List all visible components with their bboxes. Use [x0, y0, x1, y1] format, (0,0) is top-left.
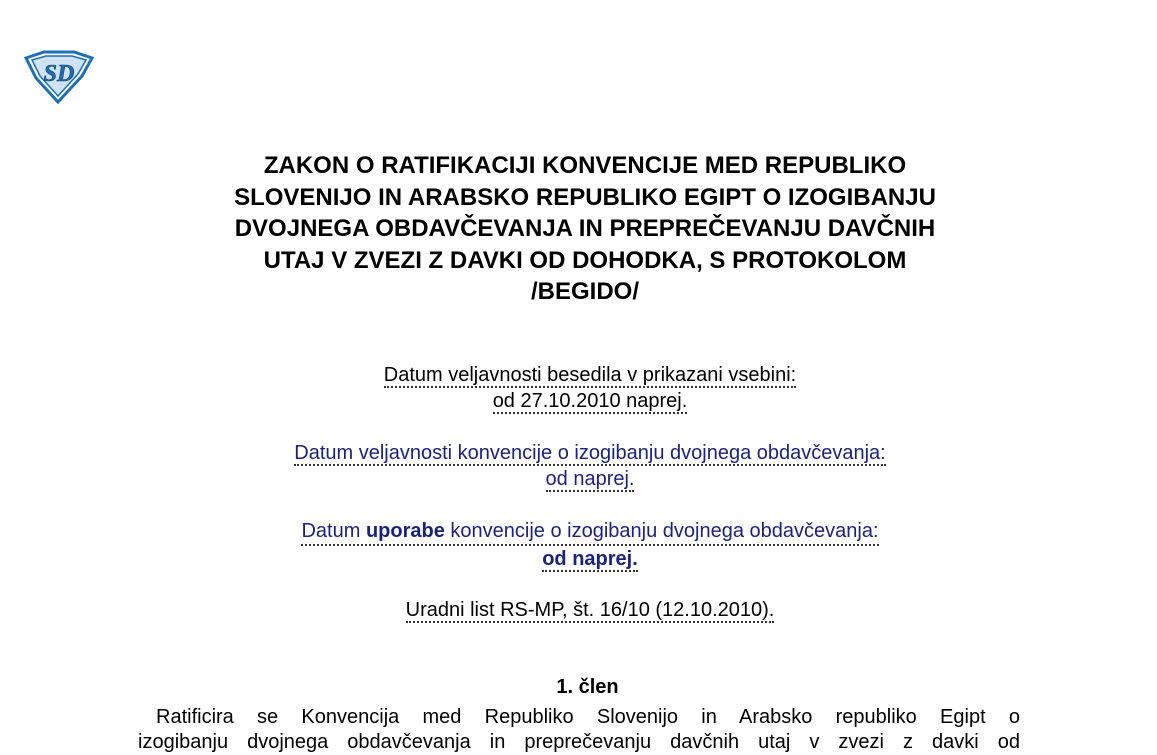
- article-text-line: Ratificira se Konvencija med Republiko Slovenijo in Arabsko republiko Egipt o: [156, 706, 1020, 728]
- convention-validity-block: [150, 440, 1030, 492]
- convention-application-value[interactable]: od naprej.: [542, 548, 638, 570]
- logo-text: SD: [43, 61, 75, 87]
- convention-application-label[interactable]: Datum uporabe konvencije o izogibanju dvojnega obdavčevanja:: [301, 518, 878, 546]
- text-validity-block: [150, 362, 1030, 414]
- convention-validity-label[interactable]: Datum veljavnosti konvencije o izogibanju dvojnega obdavčevanja:: [294, 442, 886, 464]
- title-line: UTAJ V ZVEZI Z DAVKI OD DOHODKA, S PROTOKOLOM: [263, 246, 907, 274]
- document-title: [150, 150, 1020, 308]
- convention-application-block: [150, 518, 1030, 572]
- title-line: DVOJNEGA OBDAVČEVANJA IN PREPREČEVANJU DAVČNIH: [234, 215, 936, 242]
- article-text-line: izogibanju dvojnega obdavčevanja in preprečevanju davčnih utaj v zvezi z davki od: [138, 731, 1020, 753]
- title-line: SLOVENIJO IN ARABSKO REPUBLIKO EGIPT O IZOGIBANJU: [234, 183, 936, 211]
- gazette-reference[interactable]: Uradni list RS-MP, št. 16/10 (12.10.2010).: [405, 599, 775, 621]
- text-validity-label[interactable]: Datum veljavnosti besedila v prikazani vsebini:: [383, 364, 797, 386]
- gazette-block: [150, 597, 1030, 623]
- title-line: /BEGIDO/: [530, 278, 639, 305]
- article-text: [138, 705, 1020, 755]
- logo-icon: [22, 48, 96, 106]
- title-line: ZAKON O RATIFIKACIJI KONVENCIJE MED REPUBLIKO: [263, 152, 907, 179]
- article-heading: 1. člen: [556, 676, 619, 698]
- convention-validity-value[interactable]: od naprej.: [545, 468, 635, 490]
- text-validity-value[interactable]: od 27.10.2010 naprej.: [492, 390, 688, 412]
